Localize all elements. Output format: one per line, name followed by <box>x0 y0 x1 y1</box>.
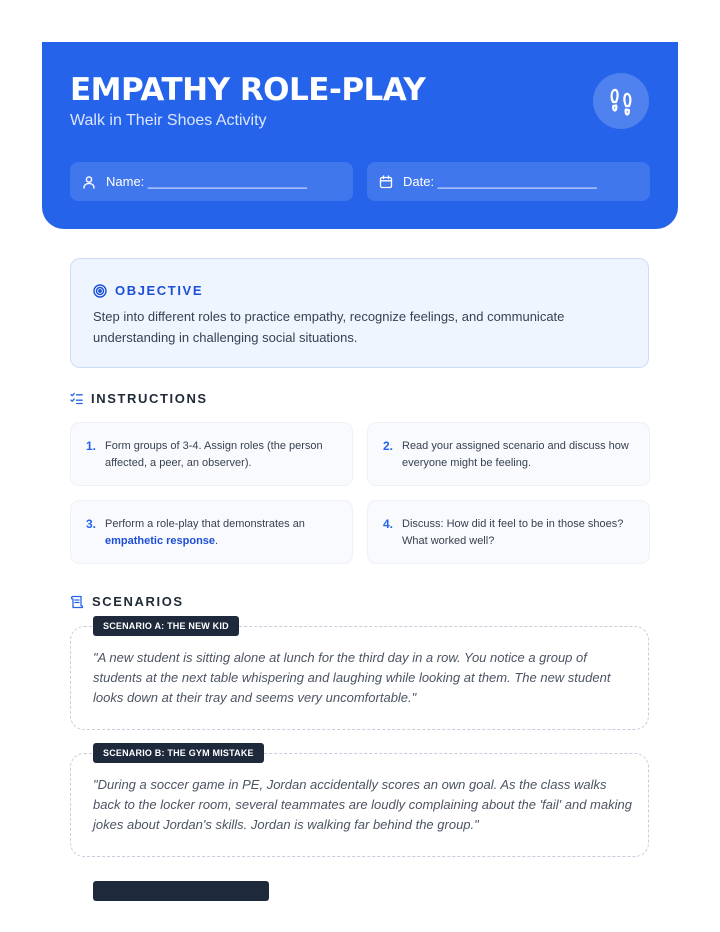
scenario-text: "A new student is sitting alone at lunch for the third day in a row. You notice a group of students at the next table whispering and laughing while looking at them. The new student looks down at their tray and seems very uncomfortable." <box>93 650 611 705</box>
scenarios-title: SCENARIOS <box>92 594 184 609</box>
step-number: 4. <box>383 517 394 531</box>
date-field-label: Date: ______________________ <box>403 174 597 189</box>
scenario-card <box>70 753 649 857</box>
step-text: Read your assigned scenario and discuss how everyone might be feeling. <box>402 440 629 469</box>
scenario-label-cutoff <box>93 881 269 901</box>
objective-title: OBJECTIVE <box>115 283 204 298</box>
instruction-step <box>70 422 353 486</box>
step-text-part: Perform a role-play that demonstrates an <box>105 518 305 530</box>
objective-box <box>70 258 649 368</box>
step-text: Discuss: How did it feel to be in those shoes? What worked well? <box>402 518 624 547</box>
scenario-label: SCENARIO A: THE NEW KID <box>93 616 239 636</box>
scenarios-heading <box>70 594 184 609</box>
objective-heading <box>93 283 203 298</box>
step-number: 2. <box>383 439 394 453</box>
user-icon <box>82 175 96 189</box>
step-text-part: . <box>215 535 219 547</box>
name-field-label: Name: ______________________ <box>106 174 307 189</box>
scroll-icon <box>70 595 84 609</box>
step-number: 3. <box>86 517 97 531</box>
scenario-label: SCENARIO B: THE GYM MISTAKE <box>93 743 264 763</box>
instructions-title: INSTRUCTIONS <box>91 391 208 406</box>
instruction-step <box>367 500 650 564</box>
page-subtitle: Walk in Their Shoes Activity <box>70 112 267 129</box>
header-banner <box>42 42 678 229</box>
objective-text: Step into different roles to practice empathy, recognize feelings, and communicate understanding in challenging social situations. <box>93 309 565 345</box>
step-number: 1. <box>86 439 97 453</box>
scenario-text: "During a soccer game in PE, Jordan accidentally scores an own goal. As the class walks back to the locker room, several teammates are loudly complaining about the 'fail' and making jokes about Jordan's skills. Jordan is walking far behind the group." <box>93 777 632 832</box>
instruction-step <box>367 422 650 486</box>
footprints-icon <box>593 73 649 129</box>
calendar-icon <box>379 175 393 189</box>
target-icon <box>93 284 107 298</box>
page-title: EMPATHY ROLE-PLAY <box>70 72 426 108</box>
instructions-heading <box>70 391 208 406</box>
checklist-icon <box>70 392 83 405</box>
step-highlight: empathetic response <box>105 535 216 547</box>
step-text: Form groups of 3-4. Assign roles (the person affected, a peer, an observer). <box>105 440 323 469</box>
scenario-card <box>70 626 649 730</box>
name-field[interactable] <box>70 162 353 201</box>
step-text <box>105 516 341 550</box>
instruction-step <box>70 500 353 564</box>
date-field[interactable] <box>367 162 650 201</box>
